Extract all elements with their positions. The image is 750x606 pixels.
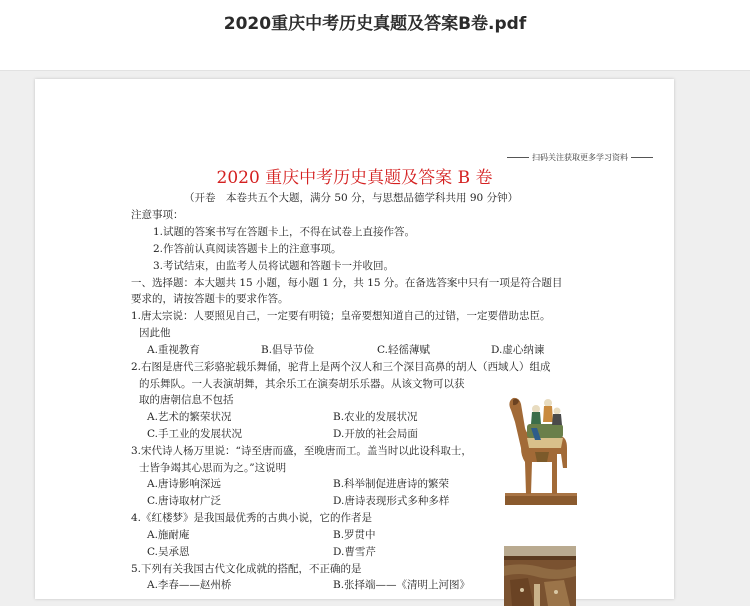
notice-item: 1.试题的答案书写在答题卡上，不得在试卷上直接作答。 <box>153 226 416 238</box>
section-heading: 一、选择题：本大题共 15 小题，每小题 1 分，共 15 分。在备选答案中只有一项是符合题目 <box>131 277 563 289</box>
question-3-stem: 3.宋代诗人杨万里说：“诗至唐而盛，至晚唐而工。盖当时以此设科取士， <box>131 445 472 457</box>
question-5-option: B.张择端——《清明上河图》 <box>333 579 471 591</box>
question-1-option: A.重视教育 <box>147 344 200 356</box>
question-2-stem: 的乐舞队。一人表演胡舞，其余乐工在演奏胡乐乐器。从该文物可以获 <box>139 378 465 390</box>
question-4-option: B.罗贯中 <box>333 529 376 541</box>
qr-tagline: 扫码关注获取更多学习资料 <box>504 152 656 163</box>
question-4-option: C.吴承恩 <box>147 546 190 558</box>
question-5-stem: 5.下列有关我国古代文化成就的搭配，不正确的是 <box>131 563 362 575</box>
question-2-stem: 2.右图是唐代三彩骆驼载乐舞俑，驼背上是两个汉人和三个深目高鼻的胡人（西域人）组成 <box>131 361 551 373</box>
notice-item: 2.作答前认真阅读答题卡上的注意事项。 <box>153 243 342 255</box>
notice-heading: 注意事项： <box>131 209 184 221</box>
camel-figurine-image <box>501 392 581 507</box>
question-3-stem: 士皆争竭其心思而为之。”这说明 <box>139 462 287 474</box>
question-1-option: C.轻徭薄赋 <box>377 344 430 356</box>
question-1-stem: 1.唐太宗说：人要照见自己，一定要有明镜；皇帝要想知道自己的过错，一定要借助忠臣。 <box>131 310 551 322</box>
question-3-option: C.唐诗取材广泛 <box>147 495 221 507</box>
question-4-stem: 4.《红楼梦》是我国最优秀的古典小说，它的作者是 <box>131 512 373 524</box>
question-2-option: A.艺术的繁荣状况 <box>147 411 232 423</box>
question-2-option: C.手工业的发展状况 <box>147 428 242 440</box>
question-1-option: B.倡导节俭 <box>261 344 315 356</box>
question-2-option: D.开放的社会局面 <box>333 428 418 440</box>
pdf-page[interactable] <box>35 79 674 599</box>
exam-subtitle: （开卷 本卷共五个大题，满分 50 分，与思想品德学科共用 90 分钟） <box>184 192 519 204</box>
section-heading: 要求的，请按答题卡的要求作答。 <box>131 293 289 305</box>
notice-item: 3.考试结束，由监考人员将试题和答题卡一并收回。 <box>153 260 395 272</box>
question-3-option: A.唐诗影响深远 <box>147 478 221 490</box>
excavation-site-image <box>504 546 576 606</box>
question-1-stem: 因此他 <box>139 327 171 339</box>
question-4-option: A.施耐庵 <box>147 529 190 541</box>
question-2-option: B.农业的发展状况 <box>333 411 418 423</box>
question-2-stem: 取的唐朝信息不包括 <box>139 394 234 406</box>
question-3-option: B.科举制促进唐诗的繁荣 <box>333 478 450 490</box>
exam-title: 2020 重庆中考历史真题及答案 B 卷 <box>216 168 493 188</box>
question-5-option: A.李春——赵州桥 <box>147 579 232 591</box>
file-title: 2020重庆中考历史真题及答案B卷.pdf <box>223 14 527 34</box>
question-3-option: D.唐诗表现形式多种多样 <box>333 495 450 507</box>
viewer-header <box>0 0 750 71</box>
question-1-option: D.虚心纳谏 <box>491 344 545 356</box>
question-4-option: D.曹雪芹 <box>333 546 376 558</box>
